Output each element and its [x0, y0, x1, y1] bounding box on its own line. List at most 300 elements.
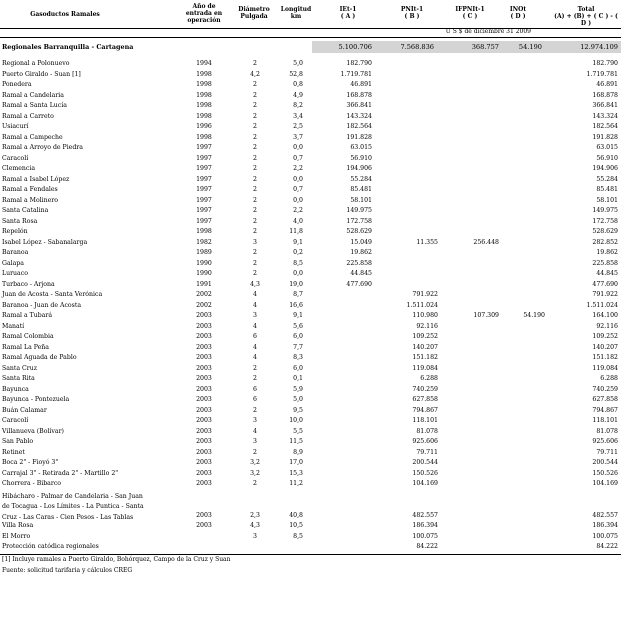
cell-year: 1990 — [196, 259, 212, 267]
cell-length: 9,1 — [293, 312, 303, 319]
cell-pni: 11.355 — [416, 238, 438, 246]
header-length: Longitud km — [280, 6, 312, 20]
cell-diameter: 2 — [253, 91, 257, 99]
cell-ie: 63.015 — [350, 144, 372, 151]
cell-ifpni: 107.309 — [473, 312, 499, 319]
cell-name: Ramal Colombia — [2, 333, 54, 340]
cell-length: 7,7 — [293, 343, 303, 351]
cell-pni: 482.557 — [412, 511, 438, 519]
cell-name: Ramal La Peña — [2, 343, 49, 351]
cell-pni: 79.711 — [416, 448, 438, 456]
footnote: [1] Incluye ramales a Puerto Giraldo, Bohórquez, Campo de la Cruz y Suan — [2, 555, 231, 563]
cell-year: 2003 — [196, 448, 212, 456]
table-row — [0, 291, 621, 302]
cell-total: 140.207 — [592, 343, 618, 351]
region-pni: 7.568.836 — [400, 43, 434, 51]
cell-ino: 54.190 — [523, 312, 545, 319]
cell-diameter: 2 — [253, 249, 257, 256]
cell-pni: 200.544 — [412, 459, 438, 466]
cell-length: 0,8 — [293, 81, 303, 88]
table-row — [0, 218, 621, 229]
table-row — [0, 123, 621, 134]
cell-diameter: 2 — [253, 480, 257, 487]
cell-diameter: 2 — [253, 123, 257, 130]
cell-total: 191.828 — [592, 133, 618, 141]
table-row — [0, 228, 621, 239]
cell-year: 2003 — [196, 522, 212, 529]
cell-total: 46.891 — [596, 81, 618, 88]
cell-year: 1989 — [196, 249, 212, 256]
cell-year: 1994 — [196, 60, 212, 67]
cell-year: 2003 — [196, 417, 212, 424]
cell-pni: 627.858 — [412, 396, 438, 403]
cell-length: 0,7 — [293, 154, 303, 162]
cell-pni: 794.867 — [412, 406, 438, 414]
cell-ie: 168.878 — [346, 91, 372, 99]
cell-total: 149.975 — [592, 207, 618, 214]
table-row — [0, 197, 621, 208]
cell-year: 2003 — [196, 354, 212, 361]
multi-line-2: de Tocagua - Los Límites - La Puntica - Santa — [2, 503, 144, 510]
cell-name: Ramal Aguada de Pablo — [2, 354, 77, 361]
cell-year: 1998 — [196, 91, 212, 99]
cell-name: Manatí — [2, 322, 25, 330]
cell-total: 182.790 — [592, 60, 618, 67]
cell-length: 10,0 — [289, 417, 303, 424]
cell-length: 15,3 — [289, 469, 303, 477]
cell-year: 2003 — [196, 333, 212, 340]
table-row — [0, 323, 621, 334]
cell-ie: 15.049 — [350, 238, 372, 246]
table-row — [0, 60, 621, 71]
cell-diameter: 2 — [253, 448, 257, 456]
cell-name: Clemencia — [2, 165, 36, 172]
cell-ie: 1.719.781 — [340, 70, 372, 78]
cell-year: 1997 — [196, 165, 212, 172]
table-row — [0, 71, 621, 82]
cell-diameter: 6 — [253, 333, 257, 340]
cell-year: 1997 — [196, 217, 212, 225]
cell-diameter: 3,2 — [250, 469, 260, 477]
cell-name: Luruaco — [2, 270, 28, 277]
cell-pni: 100.075 — [412, 532, 438, 540]
table-row — [0, 438, 621, 449]
cell-total: 172.758 — [592, 217, 618, 225]
cell-length: 8,2 — [293, 102, 303, 109]
cell-year: 2003 — [196, 427, 212, 435]
cell-ie: 46.891 — [350, 81, 372, 88]
cell-name: Santa Rosa — [2, 217, 38, 225]
cell-year: 1997 — [196, 196, 212, 204]
cell-length: 2,2 — [293, 165, 303, 172]
cell-total: 143.324 — [592, 112, 618, 120]
currency-rule — [0, 37, 621, 38]
cell-diameter: 4 — [253, 322, 257, 330]
cell-pni: 925.606 — [412, 438, 438, 445]
cell-length: 17,0 — [289, 459, 303, 466]
cell-name: Puerto Giraldo - Suan [1] — [2, 70, 81, 78]
cell-diameter: 2 — [253, 154, 257, 162]
cell-total: 58.101 — [596, 196, 618, 204]
header-ie: IEt-1 ( A ) — [339, 6, 357, 20]
cell-total: 109.252 — [592, 333, 618, 340]
cell-diameter: 6 — [253, 385, 257, 393]
table-row — [0, 354, 621, 365]
cell-name: Repelón — [2, 228, 28, 235]
cell-length: 4,0 — [293, 217, 303, 225]
table-row — [0, 470, 621, 481]
multi-line-3: Cruz - Las Caras - Cien Pesos - Las Tablas — [2, 513, 134, 521]
table-row — [0, 239, 621, 250]
cell-name: Ramal a Isabel López — [2, 175, 70, 183]
cell-diameter: 3 — [253, 438, 257, 445]
cell-pni: 1.511.024 — [406, 301, 438, 309]
cell-total: 19.862 — [596, 249, 618, 256]
table-row — [0, 449, 621, 460]
cell-diameter: 2 — [253, 259, 257, 267]
cell-total: 627.858 — [592, 396, 618, 403]
cell-total: 794.867 — [592, 406, 618, 414]
cell-diameter: 3,2 — [250, 459, 260, 466]
cell-diameter: 3 — [253, 417, 257, 424]
cell-diameter: 2 — [253, 112, 257, 120]
table-row — [0, 396, 621, 407]
cell-total: 366.841 — [592, 102, 618, 109]
cell-diameter: 6 — [253, 396, 257, 403]
cell-name: Galapa — [2, 259, 24, 267]
cell-total: 200.544 — [592, 459, 618, 466]
cell-length: 2,2 — [293, 207, 303, 214]
cell-name: Isabel López - Sabanalarga — [2, 238, 88, 246]
cell-total: 168.878 — [592, 91, 618, 99]
cell-length: 3,4 — [293, 112, 303, 120]
table-row — [0, 428, 621, 439]
cell-ie: 191.828 — [346, 133, 372, 141]
cell-year: 2003 — [196, 469, 212, 477]
cell-length: 9,5 — [293, 406, 303, 414]
cell-name: Santa Rita — [2, 375, 35, 382]
cell-length: 8,5 — [293, 259, 303, 267]
cell-diameter: 2 — [253, 217, 257, 225]
header-ifpni: IFPNIt-1 ( C ) — [455, 6, 485, 20]
cell-name: Bayunca — [2, 385, 29, 393]
table-row — [0, 417, 621, 428]
cell-year: 1990 — [196, 270, 212, 277]
cell-year: 2002 — [196, 301, 212, 309]
cell-name: Caracolí — [2, 417, 29, 424]
cell-total: 6.288 — [600, 375, 618, 382]
cell-length: 11,2 — [289, 480, 303, 487]
header-ino: INOt ( D ) — [509, 6, 527, 20]
cell-year: 2003 — [196, 364, 212, 372]
table-row — [0, 186, 621, 197]
cell-pni: 109.252 — [412, 333, 438, 340]
cell-year: 2003 — [196, 312, 212, 319]
currency-note: U S $ de diciembre 31 2009 — [445, 28, 531, 35]
cell-total: 118.101 — [592, 417, 618, 424]
cell-diameter: 2 — [253, 364, 257, 372]
cell-total: 925.606 — [592, 438, 618, 445]
cell-year: 1998 — [196, 228, 212, 235]
cell-total: 63.015 — [596, 144, 618, 151]
cell-diameter: 2 — [253, 406, 257, 414]
table-row — [0, 302, 621, 313]
table-row — [0, 92, 621, 103]
region-ie: 5.100.706 — [338, 43, 372, 51]
cell-diameter: 4,3 — [250, 522, 260, 529]
cell-name: Chorrera - Bibarco — [2, 480, 62, 487]
cell-total: 150.526 — [592, 469, 618, 477]
cell-name: Ponedera — [2, 81, 32, 88]
cell-name: Caracolí — [2, 154, 29, 162]
cell-length: 8,5 — [293, 532, 303, 540]
cell-year: 2003 — [196, 511, 212, 519]
table-row — [0, 207, 621, 218]
cell-name: Ramal a Carreto — [2, 112, 54, 120]
cell-length: 0,1 — [293, 375, 303, 382]
cell-length: 0,0 — [293, 175, 303, 183]
cell-total: 791.922 — [592, 291, 618, 298]
cell-length: 2,5 — [293, 123, 303, 130]
cell-length: 0,7 — [293, 186, 303, 193]
cell-name: Villa Rosa — [2, 522, 34, 529]
cell-length: 10,5 — [289, 522, 303, 529]
header-name: Gasoductos Ramales — [30, 11, 100, 18]
cell-length: 3,7 — [293, 133, 303, 141]
cell-ie: 58.101 — [350, 196, 372, 204]
cell-year: 2003 — [196, 480, 212, 487]
cell-diameter: 4,2 — [250, 70, 260, 78]
cell-total: 44.845 — [596, 270, 618, 277]
cell-diameter: 4 — [253, 291, 257, 298]
cell-pni: 104.169 — [412, 480, 438, 487]
cell-name: Carrajal 3" - Retirada 2" - Martillo 2" — [2, 469, 119, 477]
table-row — [0, 113, 621, 124]
table-row — [0, 176, 621, 187]
cell-length: 16,6 — [289, 301, 303, 309]
cell-diameter: 2 — [253, 270, 257, 277]
cell-ie: 56.910 — [350, 154, 372, 162]
cell-ie: 477.690 — [346, 280, 372, 288]
cell-ie: 182.564 — [346, 123, 372, 130]
cell-length: 5,0 — [293, 396, 303, 403]
table-row — [0, 522, 621, 533]
cell-length: 40,8 — [289, 511, 303, 519]
cell-year: 2003 — [196, 438, 212, 445]
cell-length: 6,0 — [293, 364, 303, 372]
multi-line-1: Hibácharo - Palmar de Candelaria - San Juan — [2, 492, 143, 500]
cell-year: 2003 — [196, 385, 212, 393]
cell-ie: 85.481 — [350, 186, 372, 193]
cell-length: 0,0 — [293, 144, 303, 151]
cell-length: 0,2 — [293, 249, 303, 256]
cell-length: 11,8 — [289, 228, 303, 235]
cell-year: 1998 — [196, 70, 212, 78]
table-row — [0, 365, 621, 376]
cell-diameter: 3 — [253, 238, 257, 246]
cell-length: 8,7 — [293, 291, 303, 298]
cell-name: El Morro — [2, 532, 31, 540]
cell-total: 186.394 — [592, 522, 618, 529]
table-row — [0, 333, 621, 344]
cell-length: 52,8 — [289, 70, 303, 78]
cell-diameter: 3 — [253, 532, 257, 540]
cell-length: 4,9 — [293, 91, 303, 99]
cell-name: Baranoa - Juan de Acosta — [2, 301, 82, 309]
cell-total: 1.719.781 — [586, 70, 618, 78]
cell-pni: 791.922 — [412, 291, 438, 298]
cell-ie: 194.906 — [346, 165, 372, 172]
cell-length: 19,0 — [289, 280, 303, 288]
cell-total: 119.084 — [592, 364, 618, 372]
table-row — [0, 134, 621, 145]
cell-ie: 182.790 — [346, 60, 372, 67]
cell-total: 282.852 — [592, 238, 618, 246]
cell-year: 2003 — [196, 396, 212, 403]
table-row — [0, 270, 621, 281]
cell-total: 1.511.024 — [586, 301, 618, 309]
cell-length: 5,5 — [293, 427, 303, 435]
cell-length: 11,5 — [289, 438, 303, 445]
header-pni: PNIt-1 ( B ) — [400, 6, 424, 20]
cell-year: 1997 — [196, 154, 212, 162]
cell-total: 92.116 — [596, 322, 618, 330]
cell-pni: 110.980 — [412, 312, 438, 319]
cell-diameter: 2 — [253, 165, 257, 172]
table-row — [0, 543, 621, 554]
cell-year: 1997 — [196, 207, 212, 214]
cell-name: Ramal a Tubará — [2, 312, 53, 319]
cell-diameter: 3 — [253, 312, 257, 319]
cell-length: 8,9 — [293, 448, 303, 456]
cell-ie: 225.858 — [346, 259, 372, 267]
region-ifpni: 368.757 — [471, 43, 499, 51]
cell-year: 2002 — [196, 291, 212, 298]
cell-year: 2003 — [196, 406, 212, 414]
cell-total: 151.182 — [592, 354, 618, 361]
multi-line-values — [0, 512, 621, 523]
cell-total: 528.629 — [592, 228, 618, 235]
cell-diameter: 2,3 — [250, 511, 260, 519]
table-row — [0, 260, 621, 271]
cell-diameter: 2 — [253, 60, 257, 67]
table-row — [0, 281, 621, 292]
cell-length: 5,6 — [293, 322, 303, 330]
cell-pni: 140.207 — [412, 343, 438, 351]
cell-year: 1996 — [196, 123, 212, 130]
cell-diameter: 4 — [253, 343, 257, 351]
cell-total: 164.100 — [592, 312, 618, 319]
cell-name: Buán Calamar — [2, 406, 47, 414]
cell-pni: 84.222 — [416, 543, 438, 550]
cell-year: 1998 — [196, 102, 212, 109]
cell-year: 2003 — [196, 343, 212, 351]
cell-pni: 151.182 — [412, 354, 438, 361]
cell-year: 1997 — [196, 144, 212, 151]
table-row — [0, 102, 621, 113]
cell-pni: 118.101 — [412, 417, 438, 424]
cell-length: 0,0 — [293, 196, 303, 204]
cell-ie: 19.862 — [350, 249, 372, 256]
table-row — [0, 480, 621, 491]
cell-pni: 119.084 — [412, 364, 438, 372]
header-total: Total (A) + (B) + ( C ) - ( D ) — [554, 6, 618, 27]
cell-diameter: 2 — [253, 175, 257, 183]
cell-ie: 55.284 — [350, 175, 372, 183]
cell-total: 182.564 — [592, 123, 618, 130]
cell-ie: 143.324 — [346, 112, 372, 120]
cell-diameter: 2 — [253, 228, 257, 235]
cell-diameter: 2 — [253, 102, 257, 109]
cell-name: Ramal a Candelaria — [2, 91, 64, 99]
bottom-rule — [0, 554, 621, 555]
cell-pni: 92.116 — [416, 322, 438, 330]
cell-name: Ramal a Molinero — [2, 196, 58, 204]
cell-name: Santa Cruz — [2, 364, 37, 372]
cell-total: 225.858 — [592, 259, 618, 267]
cell-diameter: 4,3 — [250, 280, 260, 288]
cell-year: 2003 — [196, 322, 212, 330]
cell-total: 477.690 — [592, 280, 618, 288]
cell-name: Ramal a Campeche — [2, 133, 63, 141]
cell-total: 84.222 — [596, 543, 618, 550]
cell-diameter: 2 — [253, 196, 257, 204]
cell-length: 5,0 — [293, 60, 303, 67]
cell-diameter: 4 — [253, 301, 257, 309]
region-total: 12.974.109 — [580, 43, 618, 51]
cell-name: Villanueva (Bolívar) — [2, 427, 64, 435]
cell-name: Protección catódica regionales — [2, 543, 99, 550]
table-row — [0, 375, 621, 386]
table-row — [0, 533, 621, 544]
cell-pni: 186.394 — [412, 522, 438, 529]
cell-name: Baranoa — [2, 249, 29, 256]
cell-diameter: 4 — [253, 354, 257, 361]
cell-year: 1997 — [196, 186, 212, 193]
cell-year: 2003 — [196, 375, 212, 382]
cell-diameter: 2 — [253, 186, 257, 193]
cell-pni: 81.078 — [416, 427, 438, 435]
cell-year: 1982 — [196, 238, 212, 246]
cell-name: Turbaco - Arjona — [2, 280, 55, 288]
cell-name: San Pablo — [2, 438, 34, 445]
cell-length: 9,1 — [293, 238, 303, 246]
cell-year: 1998 — [196, 81, 212, 88]
cell-year: 2003 — [196, 459, 212, 466]
cell-ie: 528.629 — [346, 228, 372, 235]
cell-total: 194.906 — [592, 165, 618, 172]
cell-length: 6,0 — [293, 333, 303, 340]
cell-year: 1991 — [196, 280, 212, 288]
cell-name: Bayunca - Pontezuela — [2, 396, 70, 403]
cell-length: 8,3 — [293, 354, 303, 361]
cell-total: 79.711 — [596, 448, 618, 456]
cell-name: Regional a Polonuevo — [2, 60, 70, 67]
cell-diameter: 2 — [253, 144, 257, 151]
table-row — [0, 312, 621, 323]
cell-name: Retinet — [2, 448, 25, 456]
cell-name: Boca 2" - Fioyó 3" — [2, 459, 59, 466]
cell-name: Santa Catalina — [2, 207, 49, 214]
cell-length: 0,0 — [293, 270, 303, 277]
table-row — [0, 144, 621, 155]
cell-total: 55.284 — [596, 175, 618, 183]
table-row — [0, 155, 621, 166]
cell-name: Ramal a Santa Lucía — [2, 102, 67, 109]
cell-pni: 740.259 — [412, 385, 438, 393]
cell-total: 740.259 — [592, 385, 618, 393]
table-row — [0, 165, 621, 176]
